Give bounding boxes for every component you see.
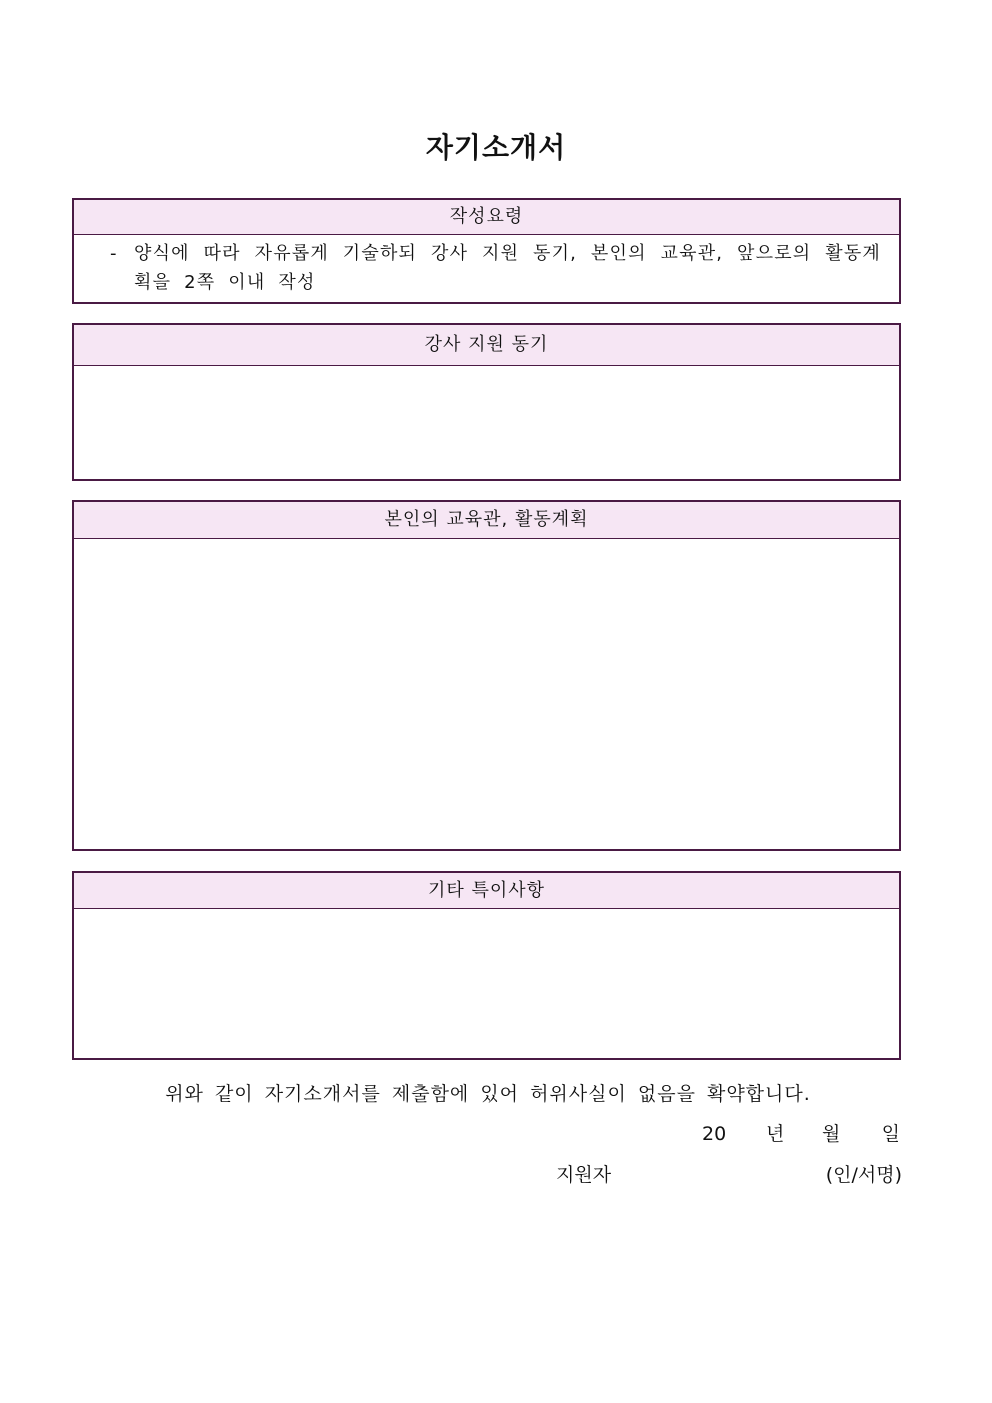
motivation-header: 강사 지원 동기 [74,325,899,366]
document-title: 자기소개서 [425,131,567,164]
date-day-label: 일 [881,1123,900,1145]
guide-text: 양식에 따라 자유롭게 기술하되 강사 지원 동기, 본인의 교육관, 앞으로의 활동계획을 2쪽 이내 작성 [134,243,881,293]
other-header: 기타 특이사항 [74,873,899,909]
seal-signature-mark: (인/서명) [825,1164,902,1186]
date-month-label: 월 [822,1123,841,1145]
other-content-area[interactable] [74,909,899,1059]
guide-header: 작성요령 [74,200,899,235]
philosophy-content-area[interactable] [74,539,899,850]
motivation-content-area[interactable] [74,366,899,480]
guide-body [74,235,899,301]
guide-dash: - [110,243,118,264]
confirmation-statement: 위와 같이 자기소개서를 제출함에 있어 허위사실이 없음을 확약합니다. [165,1083,811,1105]
applicant-label: 지원자 [556,1164,612,1186]
guide-item [110,239,881,297]
philosophy-section [72,500,901,851]
date-line [702,1119,900,1149]
philosophy-header: 본인의 교육관, 활동계획 [74,502,899,539]
date-year-label: 년 [766,1123,785,1145]
date-year-prefix: 20 [702,1123,727,1145]
guide-box [72,198,901,304]
motivation-section [72,323,901,481]
other-section [72,871,901,1060]
